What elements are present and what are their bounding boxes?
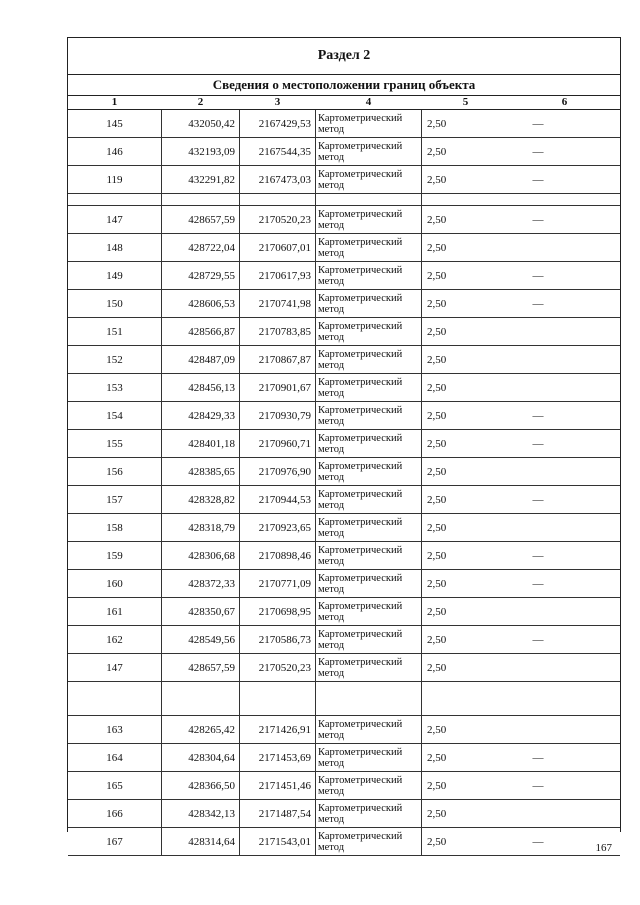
table-row (68, 206, 620, 234)
description-cell: — (532, 577, 544, 590)
method-cell: Картометрический метод (318, 348, 403, 371)
coordinate-y-cell: 2170586,73 (258, 633, 311, 646)
method-cell: Картометрический метод (318, 572, 403, 595)
point-number-cell: 161 (106, 605, 123, 618)
description-cell: — (532, 269, 544, 282)
coordinate-x-cell: 428385,65 (188, 465, 235, 478)
coordinate-x-cell: 428606,53 (188, 297, 235, 310)
accuracy-cell: 2,50 (427, 173, 447, 186)
coordinate-y-cell: 2170771,09 (258, 577, 311, 590)
method-cell: Картометрический метод (318, 264, 403, 287)
table-gap-row (68, 194, 620, 206)
column-header: 6 (561, 96, 568, 108)
accuracy-cell: 2,50 (427, 661, 447, 674)
method-cell: Картометрический метод (318, 802, 403, 825)
description-cell (508, 318, 568, 345)
method-cell: Картометрический метод (318, 830, 403, 853)
description-cell (508, 458, 568, 485)
description-cell (508, 514, 568, 541)
coordinate-x-cell: 428487,09 (188, 353, 235, 366)
coordinate-y-cell: 2170520,23 (258, 213, 311, 226)
accuracy-cell: 2,50 (427, 779, 447, 792)
coordinate-x-cell: 432193,09 (188, 145, 235, 158)
coordinate-x-cell: 428657,59 (188, 661, 235, 674)
point-number-cell: 163 (106, 723, 123, 736)
table-row (68, 800, 620, 828)
point-number-cell: 150 (106, 297, 123, 310)
coordinate-y-cell: 2170520,23 (258, 661, 311, 674)
point-number-cell: 154 (106, 409, 123, 422)
accuracy-cell: 2,50 (427, 723, 447, 736)
coordinate-y-cell: 2170901,67 (258, 381, 311, 394)
description-cell: — (532, 751, 544, 764)
coordinate-y-cell: 2170783,85 (258, 325, 311, 338)
table-row (68, 374, 620, 402)
table-row (68, 716, 620, 744)
table-row (68, 318, 620, 346)
method-cell: Картометрический метод (318, 320, 403, 343)
accuracy-cell: 2,50 (427, 145, 447, 158)
document-table (67, 37, 621, 853)
accuracy-cell: 2,50 (427, 241, 447, 254)
coordinate-x-cell: 428265,42 (188, 723, 235, 736)
accuracy-cell: 2,50 (427, 605, 447, 618)
coordinate-x-cell: 428328,82 (188, 493, 235, 506)
table-row (68, 262, 620, 290)
method-cell: Картометрический метод (318, 140, 403, 163)
point-number-cell: 160 (106, 577, 123, 590)
description-cell (508, 346, 568, 373)
coordinate-x-cell: 432050,42 (188, 117, 235, 130)
coordinate-x-cell: 428657,59 (188, 213, 235, 226)
accuracy-cell: 2,50 (427, 437, 447, 450)
coordinate-y-cell: 2171453,69 (258, 751, 311, 764)
coordinate-x-cell: 428318,79 (188, 521, 235, 534)
point-number-cell: 162 (106, 633, 123, 646)
coordinate-y-cell: 2167429,53 (258, 117, 311, 130)
table-row (68, 110, 620, 138)
accuracy-cell: 2,50 (427, 549, 447, 562)
accuracy-cell: 2,50 (427, 465, 447, 478)
method-cell: Картометрический метод (318, 432, 403, 455)
point-number-cell: 155 (106, 437, 123, 450)
coordinate-y-cell: 2170698,95 (258, 605, 311, 618)
coordinate-x-cell: 428350,67 (188, 605, 235, 618)
coordinate-x-cell: 428314,64 (188, 835, 235, 848)
method-cell: Картометрический метод (318, 168, 403, 191)
description-cell: — (532, 493, 544, 506)
description-cell: — (532, 437, 544, 450)
table-row (68, 166, 620, 194)
description-cell: — (532, 549, 544, 562)
point-number-cell: 158 (106, 521, 123, 534)
accuracy-cell: 2,50 (427, 297, 447, 310)
point-number-cell: 165 (106, 779, 123, 792)
description-cell: — (532, 297, 544, 310)
point-number-cell: 119 (106, 173, 123, 186)
description-cell (508, 374, 568, 401)
column-header-row (68, 96, 620, 110)
point-number-cell: 145 (106, 117, 123, 130)
description-cell: — (532, 145, 544, 158)
coordinate-y-cell: 2171426,91 (258, 723, 311, 736)
coordinate-x-cell: 432291,82 (188, 173, 235, 186)
table-row (68, 570, 620, 598)
method-cell: Картометрический метод (318, 292, 403, 315)
coordinate-x-cell: 428549,56 (188, 633, 235, 646)
coordinate-y-cell: 2167544,35 (258, 145, 311, 158)
coordinate-y-cell: 2170923,65 (258, 521, 311, 534)
table-row (68, 744, 620, 772)
accuracy-cell: 2,50 (427, 353, 447, 366)
table-row (68, 458, 620, 486)
accuracy-cell: 2,50 (427, 751, 447, 764)
accuracy-cell: 2,50 (427, 493, 447, 506)
point-number-cell: 164 (106, 751, 123, 764)
method-cell: Картометрический метод (318, 656, 403, 679)
column-header: 1 (111, 96, 118, 108)
accuracy-cell: 2,50 (427, 633, 447, 646)
table-row (68, 430, 620, 458)
method-cell: Картометрический метод (318, 600, 403, 623)
point-number-cell: 151 (106, 325, 123, 338)
method-cell: Картометрический метод (318, 404, 403, 427)
method-cell: Картометрический метод (318, 628, 403, 651)
point-number-cell: 148 (106, 241, 123, 254)
method-cell: Картометрический метод (318, 774, 403, 797)
coordinate-y-cell: 2170976,90 (258, 465, 311, 478)
coordinate-y-cell: 2167473,03 (258, 173, 311, 186)
table-row (68, 514, 620, 542)
table-row (68, 346, 620, 374)
method-cell: Картометрический метод (318, 112, 403, 135)
coordinate-x-cell: 428372,33 (188, 577, 235, 590)
point-number-cell: 156 (106, 465, 123, 478)
description-cell: — (532, 779, 544, 792)
coordinate-x-cell: 428342,13 (188, 807, 235, 820)
column-header: 5 (462, 96, 469, 108)
coordinate-y-cell: 2171451,46 (258, 779, 311, 792)
description-cell: — (532, 409, 544, 422)
table-row (68, 598, 620, 626)
method-cell: Картометрический метод (318, 236, 403, 259)
coordinate-y-cell: 2170617,93 (258, 269, 311, 282)
coordinate-y-cell: 2170930,79 (258, 409, 311, 422)
point-number-cell: 147 (106, 661, 123, 674)
coordinate-x-cell: 428306,68 (188, 549, 235, 562)
column-divider (421, 110, 422, 856)
method-cell: Картометрический метод (318, 746, 403, 769)
coordinate-y-cell: 2170960,71 (258, 437, 311, 450)
coordinate-x-cell: 428729,55 (188, 269, 235, 282)
column-header: 3 (274, 96, 281, 108)
column-header: 4 (365, 96, 372, 108)
method-cell: Картометрический метод (318, 718, 403, 741)
table-gap-row (68, 682, 620, 716)
coordinate-x-cell: 428401,18 (188, 437, 235, 450)
page-number: 167 (595, 842, 612, 854)
description-cell: — (532, 213, 544, 226)
point-number-cell: 157 (106, 493, 123, 506)
description-cell (508, 598, 568, 625)
table-row (68, 486, 620, 514)
table-row (68, 542, 620, 570)
coordinate-y-cell: 2170867,87 (258, 353, 311, 366)
coordinate-y-cell: 2170898,46 (258, 549, 311, 562)
accuracy-cell: 2,50 (427, 381, 447, 394)
accuracy-cell: 2,50 (427, 269, 447, 282)
coordinate-x-cell: 428566,87 (188, 325, 235, 338)
coordinate-y-cell: 2170607,01 (258, 241, 311, 254)
accuracy-cell: 2,50 (427, 325, 447, 338)
point-number-cell: 159 (106, 549, 123, 562)
method-cell: Картометрический метод (318, 516, 403, 539)
description-cell (508, 800, 568, 827)
table-row (68, 138, 620, 166)
coordinate-y-cell: 2170741,98 (258, 297, 311, 310)
table-row (68, 828, 620, 856)
point-number-cell: 149 (106, 269, 123, 282)
coordinate-x-cell: 428304,64 (188, 751, 235, 764)
point-number-cell: 152 (106, 353, 123, 366)
coordinate-y-cell: 2171487,54 (258, 807, 311, 820)
coordinate-x-cell: 428456,13 (188, 381, 235, 394)
accuracy-cell: 2,50 (427, 835, 447, 848)
accuracy-cell: 2,50 (427, 409, 447, 422)
description-cell (508, 716, 568, 743)
table-row (68, 234, 620, 262)
method-cell: Картометрический метод (318, 208, 403, 231)
accuracy-cell: 2,50 (427, 117, 447, 130)
table-row (68, 402, 620, 430)
accuracy-cell: 2,50 (427, 521, 447, 534)
description-cell: — (532, 117, 544, 130)
method-cell: Картометрический метод (318, 376, 403, 399)
point-number-cell: 167 (106, 835, 123, 848)
point-number-cell: 153 (106, 381, 123, 394)
point-number-cell: 166 (106, 807, 123, 820)
table-subtitle: Сведения о местоположении границ объекта (68, 74, 620, 96)
accuracy-cell: 2,50 (427, 213, 447, 226)
coordinate-x-cell: 428366,50 (188, 779, 235, 792)
method-cell: Картометрический метод (318, 488, 403, 511)
description-cell: — (532, 173, 544, 186)
description-cell: — (532, 835, 544, 848)
table-row (68, 626, 620, 654)
section-title: Раздел 2 (68, 38, 620, 75)
coordinate-y-cell: 2171543,01 (258, 835, 311, 848)
description-cell (508, 234, 568, 261)
column-divider (315, 110, 316, 856)
accuracy-cell: 2,50 (427, 807, 447, 820)
column-divider (161, 110, 162, 856)
table-row (68, 772, 620, 800)
coordinate-x-cell: 428722,04 (188, 241, 235, 254)
point-number-cell: 146 (106, 145, 123, 158)
column-divider (239, 110, 240, 856)
table-row (68, 290, 620, 318)
table-row (68, 654, 620, 682)
method-cell: Картометрический метод (318, 544, 403, 567)
point-number-cell: 147 (106, 213, 123, 226)
description-cell (508, 654, 568, 681)
coordinate-y-cell: 2170944,53 (258, 493, 311, 506)
description-cell: — (532, 633, 544, 646)
column-header: 2 (197, 96, 204, 108)
method-cell: Картометрический метод (318, 460, 403, 483)
coordinate-x-cell: 428429,33 (188, 409, 235, 422)
accuracy-cell: 2,50 (427, 577, 447, 590)
